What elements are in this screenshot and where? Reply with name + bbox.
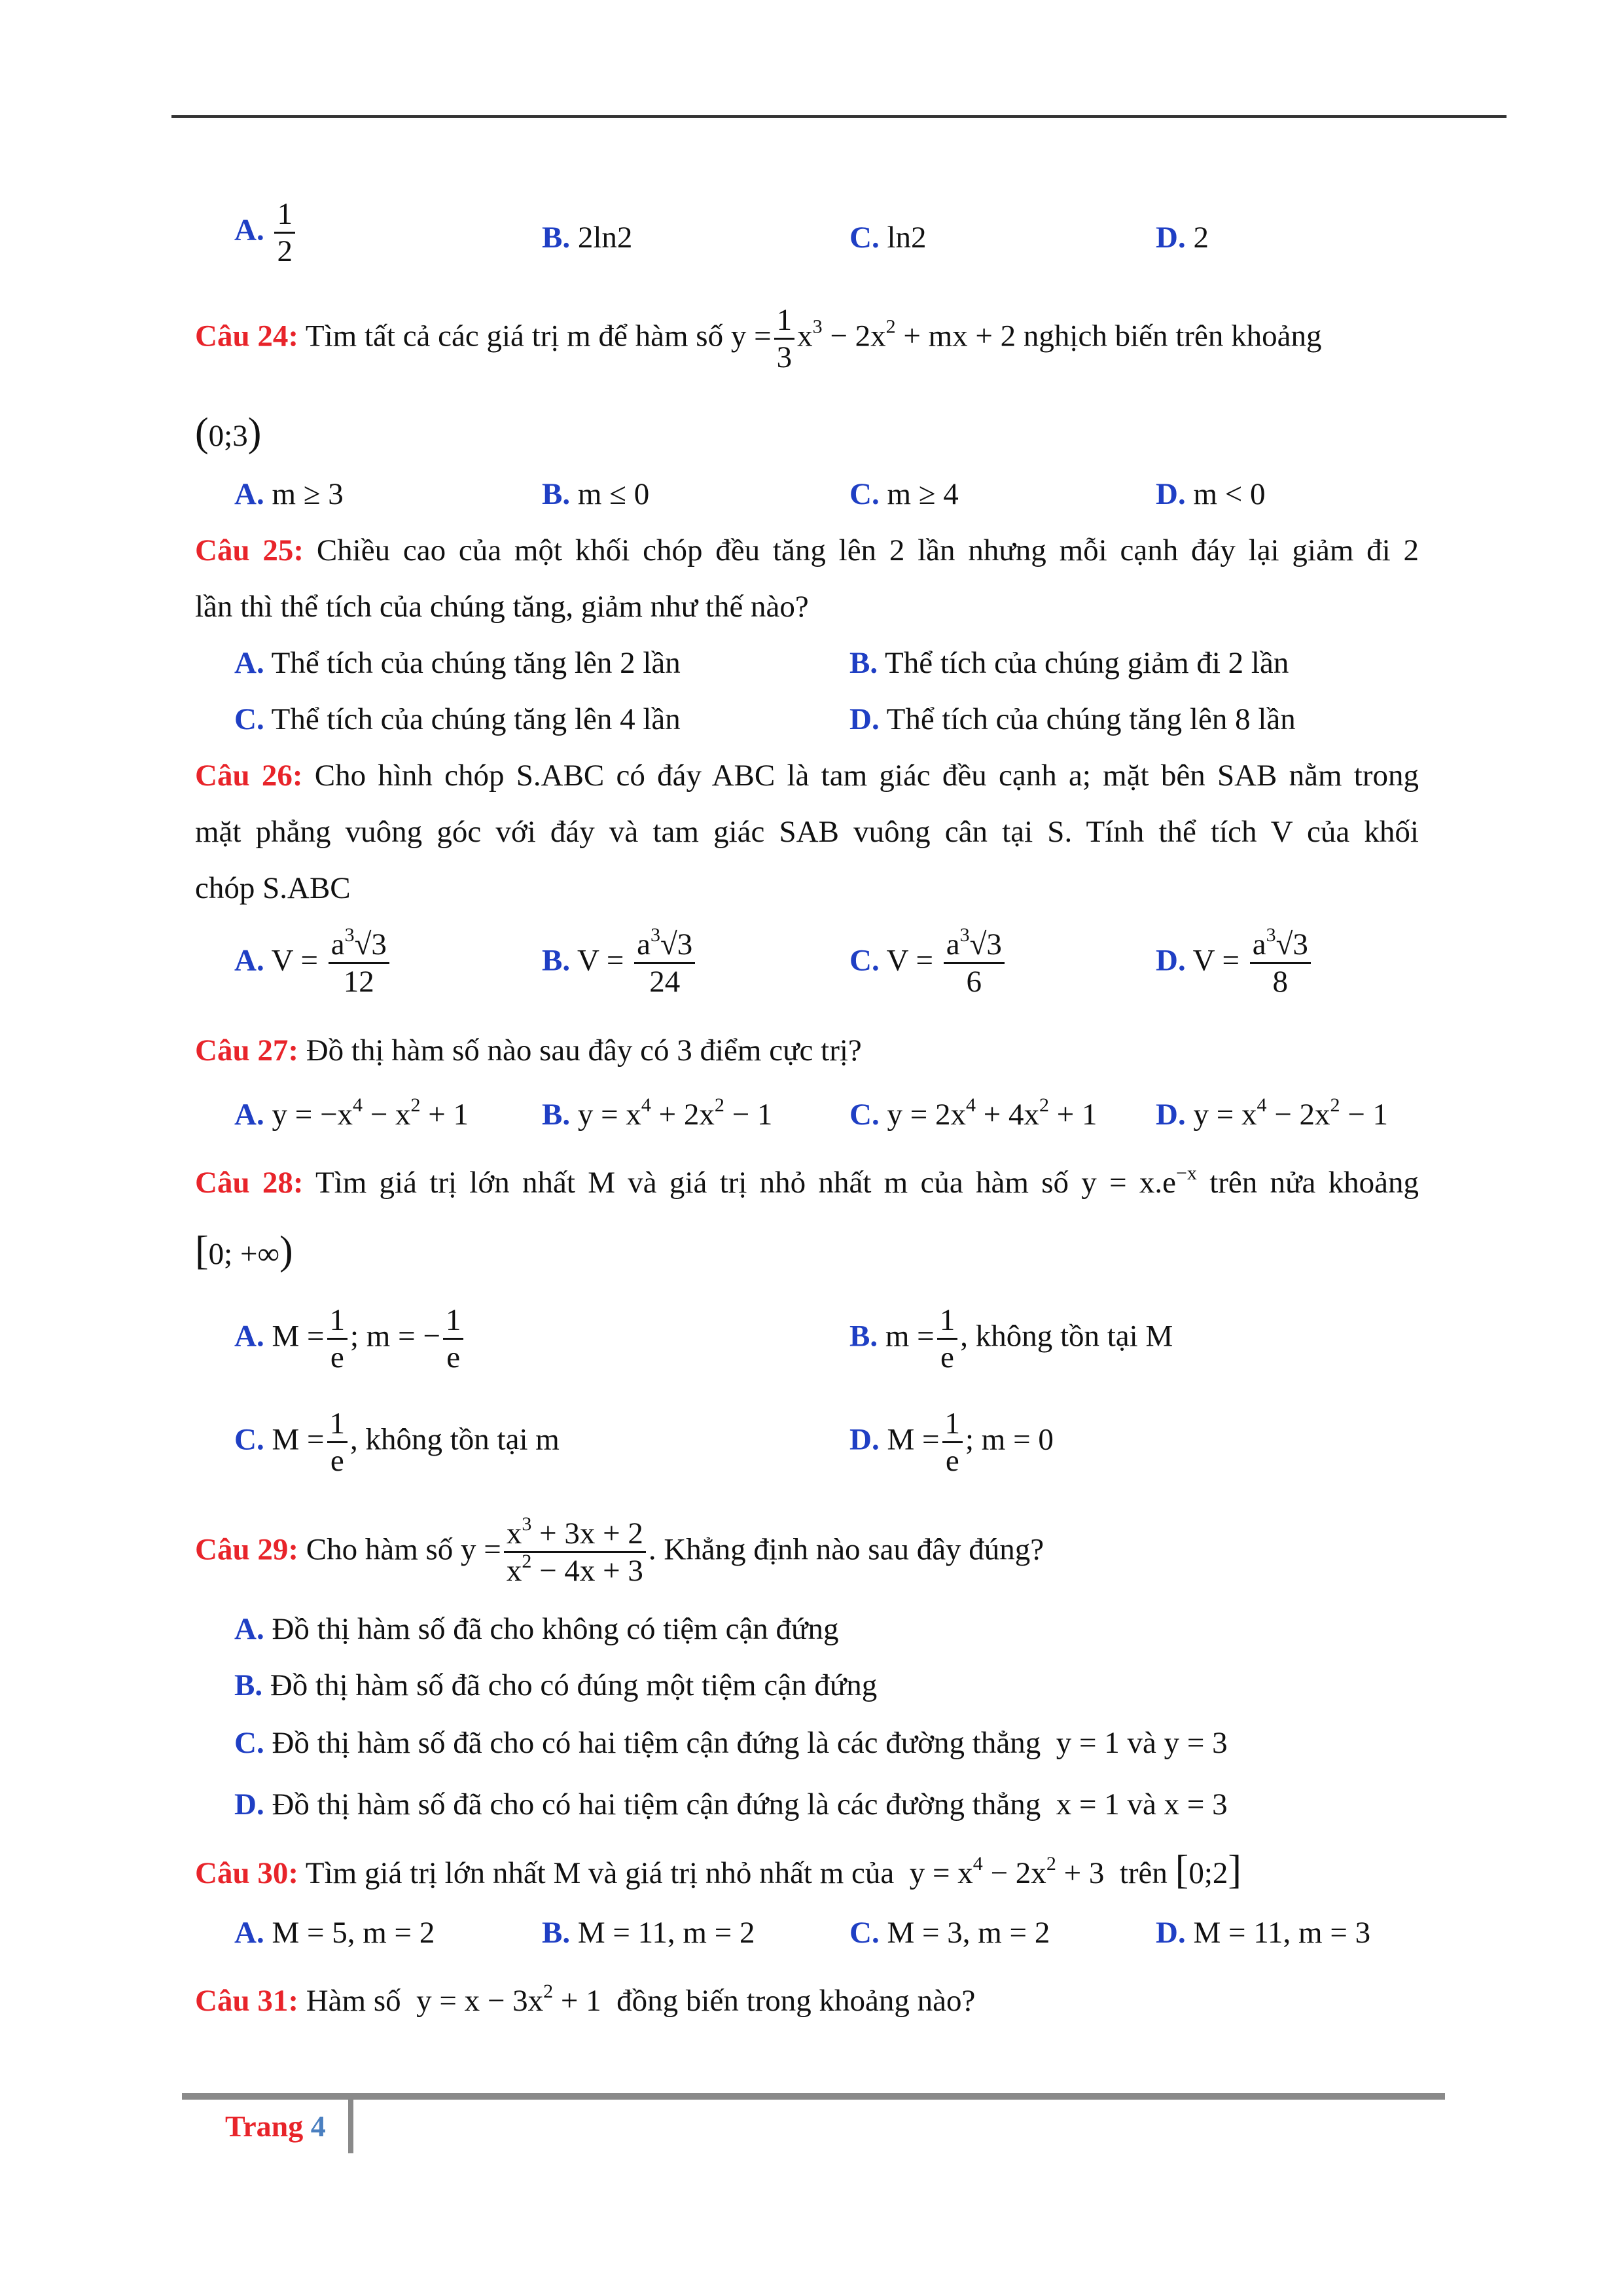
option-letter: B. <box>849 646 878 680</box>
option-letter: A. <box>234 1098 264 1132</box>
q24-option-d[interactable] <box>1156 479 1266 510</box>
question-label: Câu 26: <box>195 759 303 793</box>
q25-option-a[interactable] <box>234 648 681 679</box>
q29-option-b[interactable] <box>234 1670 877 1701</box>
q31-stem: Câu 31: Hàm số $y = x - 3x^2 + 1$ đồng biến trong khoảng nào? <box>195 1981 976 2018</box>
q25-option-d[interactable] <box>849 704 1296 735</box>
q28-option-c[interactable]: C. M = $\frac{1}{e}$ , không tồn tại m <box>234 1407 560 1479</box>
option-letter: A. <box>234 213 264 247</box>
q25-option-c[interactable] <box>234 704 681 735</box>
fraction: $\frac{1}{e}$ <box>937 1302 958 1375</box>
q23-option-d[interactable] <box>1156 223 1209 253</box>
option-text: m ≥ 3 <box>272 477 344 511</box>
question-label: Câu 25: <box>195 533 304 567</box>
option-letter: A. <box>234 646 264 680</box>
q28-option-a[interactable]: A. M = $\frac{1}{e}$ ; m = − $\frac{1}{e}$ <box>234 1302 466 1375</box>
option-letter: A. <box>234 477 264 511</box>
q26-option-c[interactable]: C. V = $\frac{a^3√3}{6}$ <box>849 927 1007 999</box>
header-rule <box>171 115 1507 118</box>
q26-stem-line2: mặt phẳng vuông góc với đáy và tam giác SAB vuông cân tại S. Tính thể tích V của khối <box>195 815 1419 849</box>
question-label: Câu 31: <box>195 1984 298 2018</box>
fraction: $\frac{1}{3}$ <box>774 302 795 375</box>
fraction: $\frac{1}{e}$ <box>327 1406 348 1479</box>
q30-option-a[interactable] <box>234 1918 435 1948</box>
option-letter: D. <box>849 1422 880 1457</box>
q24-option-a[interactable] <box>234 479 344 510</box>
option-letter: D. <box>1156 477 1186 511</box>
option-letter: D. <box>1156 943 1186 978</box>
option-text: 2ln2 <box>577 221 633 255</box>
q27-option-a[interactable]: A. $y = -x^4 - x^2 + 1$ <box>234 1094 469 1132</box>
fraction: $\frac{a^3√3}{6}$ <box>944 927 1005 999</box>
q26-option-d[interactable]: D. V = $\frac{a^3√3}{8}$ <box>1156 927 1313 999</box>
option-letter: C. <box>234 1726 264 1760</box>
q23-option-c[interactable] <box>849 223 927 253</box>
option-letter: D. <box>1156 221 1186 255</box>
option-text: Đồ thị hàm số đã cho có đúng một tiệm cận đứng <box>270 1668 878 1702</box>
q25-option-b[interactable] <box>849 648 1289 679</box>
option-letter: A. <box>234 1916 264 1950</box>
q25-stem-line2: lần thì thể tích của chúng tăng, giảm như thế nào? <box>195 590 809 624</box>
option-letter: C. <box>849 943 880 978</box>
option-letter: A. <box>234 1612 264 1646</box>
fraction: $\frac{1}{e}$ <box>942 1406 963 1479</box>
q30-stem: Câu 30: Tìm giá trị lớn nhất M và giá trị nhỏ nhất m của $y = x^4 - 2x^2 + 3$ trên [0;2] <box>195 1848 1242 1892</box>
q23-option-b[interactable] <box>542 223 632 253</box>
option-text: M = 3, m = 2 <box>887 1916 1050 1950</box>
q29-stem: Câu 29: Cho hàm số y = $\frac{x^3 + 3x + 2}{x^2 - 4x + 3}$ . Khẳng định nào sau đây đúng? <box>195 1513 1044 1588</box>
option-text: m ≥ 4 <box>887 477 959 511</box>
option-letter: A. <box>234 1319 264 1354</box>
option-text: M = 11, m = 3 <box>1193 1916 1371 1950</box>
q26-stem-line1: Câu 26: Cho hình chóp S.ABC có đáy ABC là tam giác đều cạnh a; mặt bên SAB nằm trong <box>195 759 1419 793</box>
option-letter: B. <box>542 943 571 978</box>
option-text: Thể tích của chúng tăng lên 2 lần <box>271 646 681 680</box>
fraction: $\frac{a^3√3}{12}$ <box>329 927 389 999</box>
option-text: m ≤ 0 <box>577 477 650 511</box>
q29-option-c[interactable]: C. Đồ thị hàm số đã cho có hai tiệm cận đứng là các đường thẳng y = 1 và y = 3 <box>234 1726 1228 1760</box>
option-letter: C. <box>849 477 880 511</box>
option-text: Thể tích của chúng tăng lên 4 lần <box>271 702 681 736</box>
option-text: m < 0 <box>1193 477 1266 511</box>
fraction: $\frac{1}{e}$ <box>327 1302 348 1375</box>
q30-option-b[interactable] <box>542 1918 755 1948</box>
fraction: $\frac{x^3 + 3x + 2}{x^2 - 4x + 3}$ <box>504 1516 646 1588</box>
q27-option-c[interactable]: C. $y = 2x^4 + 4x^2 + 1$ <box>849 1094 1097 1132</box>
q30-option-c[interactable] <box>849 1918 1050 1948</box>
option-letter: C. <box>234 702 264 736</box>
q24-option-c[interactable] <box>849 479 959 510</box>
q23-option-a[interactable] <box>234 196 298 269</box>
page-number: Trang 4 <box>225 2109 326 2143</box>
option-letter: C. <box>849 1098 880 1132</box>
q26-option-b[interactable]: B. V = $\frac{a^3√3}{24}$ <box>542 927 698 999</box>
option-letter: D. <box>1156 1098 1186 1132</box>
option-letter: B. <box>542 221 571 255</box>
question-label: Câu 30: <box>195 1856 298 1890</box>
option-letter: D. <box>849 702 880 736</box>
fraction: $\frac{1}{e}$ <box>443 1302 464 1375</box>
option-letter: C. <box>849 1916 880 1950</box>
question-label: Câu 29: <box>195 1532 298 1567</box>
option-letter: B. <box>542 1098 571 1132</box>
fraction: $\frac{a^3√3}{8}$ <box>1250 927 1311 999</box>
q24-stem: Câu 24: Tìm tất cả các giá trị m để hàm số y = $\frac{1}{3}$ $x^3 - 2x^2$ + mx + 2 nghịch biến trên khoảng <box>195 303 1322 375</box>
q28-stem: Câu 28: Tìm giá trị lớn nhất M và giá trị nhỏ nhất m của hàm số $y = x.e^{-x}$ trên nửa khoảng <box>195 1162 1419 1200</box>
option-text: M = 5, m = 2 <box>272 1916 435 1950</box>
option-text: Thể tích của chúng tăng lên 8 lần <box>886 702 1296 736</box>
q28-interval: [0; +∞) <box>195 1229 293 1273</box>
option-text: Đồ thị hàm số đã cho không có tiệm cận đứng <box>272 1612 839 1646</box>
fraction: $\frac{1}{2}$ <box>274 196 295 269</box>
option-letter: B. <box>849 1319 878 1354</box>
question-label: Câu 24: <box>195 319 298 353</box>
q24-option-b[interactable] <box>542 479 649 510</box>
option-text: 2 <box>1193 221 1209 255</box>
option-letter: B. <box>542 1916 571 1950</box>
option-text: Đồ thị hàm số đã cho có hai tiệm cận đứng là các đường thẳng <box>272 1726 1041 1760</box>
q26-option-a[interactable]: A. V = $\frac{a^3√3}{12}$ <box>234 927 392 999</box>
q29-option-a[interactable] <box>234 1614 839 1645</box>
option-letter: C. <box>234 1422 264 1457</box>
option-letter: D. <box>234 1787 264 1821</box>
footer-divider <box>348 2098 353 2153</box>
q29-option-d[interactable]: D. Đồ thị hàm số đã cho có hai tiệm cận đứng là các đường thẳng x = 1 và x = 3 <box>234 1787 1228 1821</box>
q28-option-d[interactable]: D. M = $\frac{1}{e}$ ; m = 0 <box>849 1407 1054 1479</box>
question-label: Câu 27: <box>195 1033 298 1067</box>
option-text: Đồ thị hàm số đã cho có hai tiệm cận đứng là các đường thẳng <box>272 1787 1041 1821</box>
q28-option-b[interactable]: B. m = $\frac{1}{e}$ , không tồn tại M <box>849 1303 1173 1375</box>
option-letter: D. <box>1156 1916 1186 1950</box>
option-letter: B. <box>234 1668 263 1702</box>
q25-stem-line1: Câu 25: Chiều cao của một khối chóp đều tăng lên 2 lần nhưng mỗi cạnh đáy lại giảm đi 2 <box>195 533 1419 567</box>
q27-stem: Câu 27: Đồ thị hàm số nào sau đây có 3 điểm cực trị? <box>195 1033 862 1067</box>
q27-option-b[interactable]: B. $y = x^4 + 2x^2 - 1$ <box>542 1094 773 1132</box>
option-letter: A. <box>234 943 264 978</box>
option-letter: C. <box>849 221 880 255</box>
question-label: Câu 28: <box>195 1166 304 1200</box>
q24-interval: (0;3) <box>195 410 262 455</box>
footer-rule <box>182 2093 1445 2100</box>
q30-option-d[interactable] <box>1156 1918 1370 1948</box>
option-text: ln2 <box>887 221 927 255</box>
option-text: Thể tích của chúng giảm đi 2 lần <box>885 646 1289 680</box>
option-text: M = 11, m = 2 <box>577 1916 755 1950</box>
q27-option-d[interactable]: D. $y = x^4 - 2x^2 - 1$ <box>1156 1094 1388 1132</box>
q26-stem-line3: chóp S.ABC <box>195 871 351 905</box>
option-letter: B. <box>542 477 571 511</box>
fraction: $\frac{a^3√3}{24}$ <box>634 927 695 999</box>
